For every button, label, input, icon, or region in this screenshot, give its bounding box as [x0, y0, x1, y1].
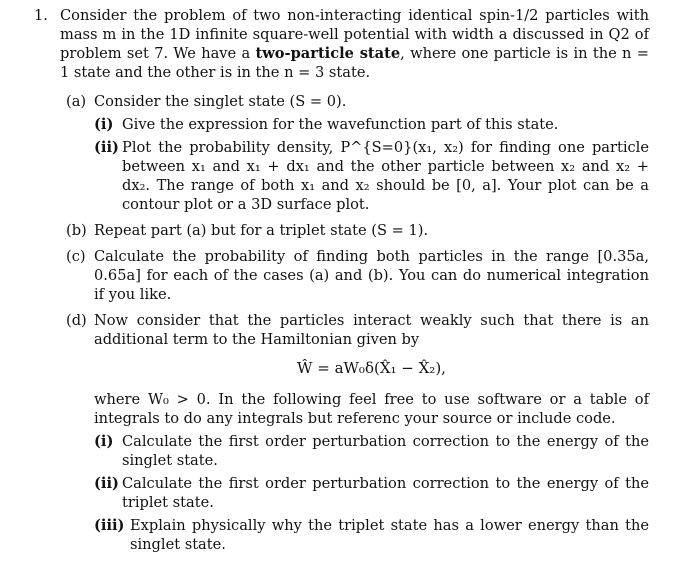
part-a-label: (a) [66, 93, 87, 110]
part-d-ii-label: (ii) [94, 475, 119, 492]
part-a [60, 92, 649, 214]
bold-term: two-particle state [255, 45, 401, 62]
question-intro: Consider the problem of two non-interacting identical spin-1/2 particles with mass m in the 1D infinite square-well potential with width a discussed in Q2 of problem set 7. We have a two-particle state, where one particle is in the n = 1 state and the other is in the n = 3 state. [60, 7, 649, 81]
part-d [60, 311, 649, 554]
part-b-label: (b) [66, 222, 87, 239]
part-c-text: Calculate the probability of finding both particles in the range [0.35a, 0.65a] for each of the cases (a) and (b). You can do numerical integration if you like. [94, 248, 649, 303]
part-a-ii [94, 138, 649, 214]
parts-list [60, 92, 649, 554]
part-d-after: where W₀ > 0. In the following feel free to use software or a table of integrals to do any integrals but referenc your source or include code. [94, 391, 649, 427]
part-d-label: (d) [66, 312, 87, 329]
part-d-iii-label: (iii) [94, 517, 125, 534]
part-c [60, 247, 649, 304]
question-1 [34, 6, 649, 561]
part-a-i-label: (i) [94, 116, 114, 133]
part-d-i [94, 432, 649, 470]
part-d-ii-text: Calculate the first order perturbation correction to the energy of the triplet state. [122, 475, 649, 511]
part-d-iii [94, 516, 649, 554]
part-c-label: (c) [66, 248, 86, 265]
part-b [60, 221, 649, 240]
part-a-i [94, 115, 649, 134]
part-d-text: Now consider that the particles interact weakly such that there is an additional term to the Hamiltonian given by [94, 312, 649, 348]
part-a-ii-text: Plot the probability density, P^{S=0}(x₁, x₂) for finding one particle between x₁ and x₁ + dx₁ and the other particle between x₂ and x₂ + dx₂. The range of both x₁ and x₂ should be [0, a]. Your plot can be a contour plot or a 3D surface plot. [122, 139, 649, 213]
part-d-ii [94, 474, 649, 512]
part-a-text: Consider the singlet state (S = 0). [94, 93, 347, 110]
part-a-ii-label: (ii) [94, 139, 119, 156]
part-b-text: Repeat part (a) but for a triplet state (S = 1). [94, 222, 429, 239]
hamiltonian-equation: Ŵ = aW₀δ(X̂₁ − X̂₂), [297, 359, 446, 377]
part-d-i-text: Calculate the first order perturbation correction to the energy of the singlet state. [122, 433, 649, 469]
question-number: 1. [34, 7, 48, 24]
part-d-iii-text: Explain physically why the triplet state has a lower energy than the singlet state. [130, 517, 649, 553]
part-d-i-label: (i) [94, 433, 114, 450]
part-a-i-text: Give the expression for the wavefunction part of this state. [122, 116, 559, 133]
